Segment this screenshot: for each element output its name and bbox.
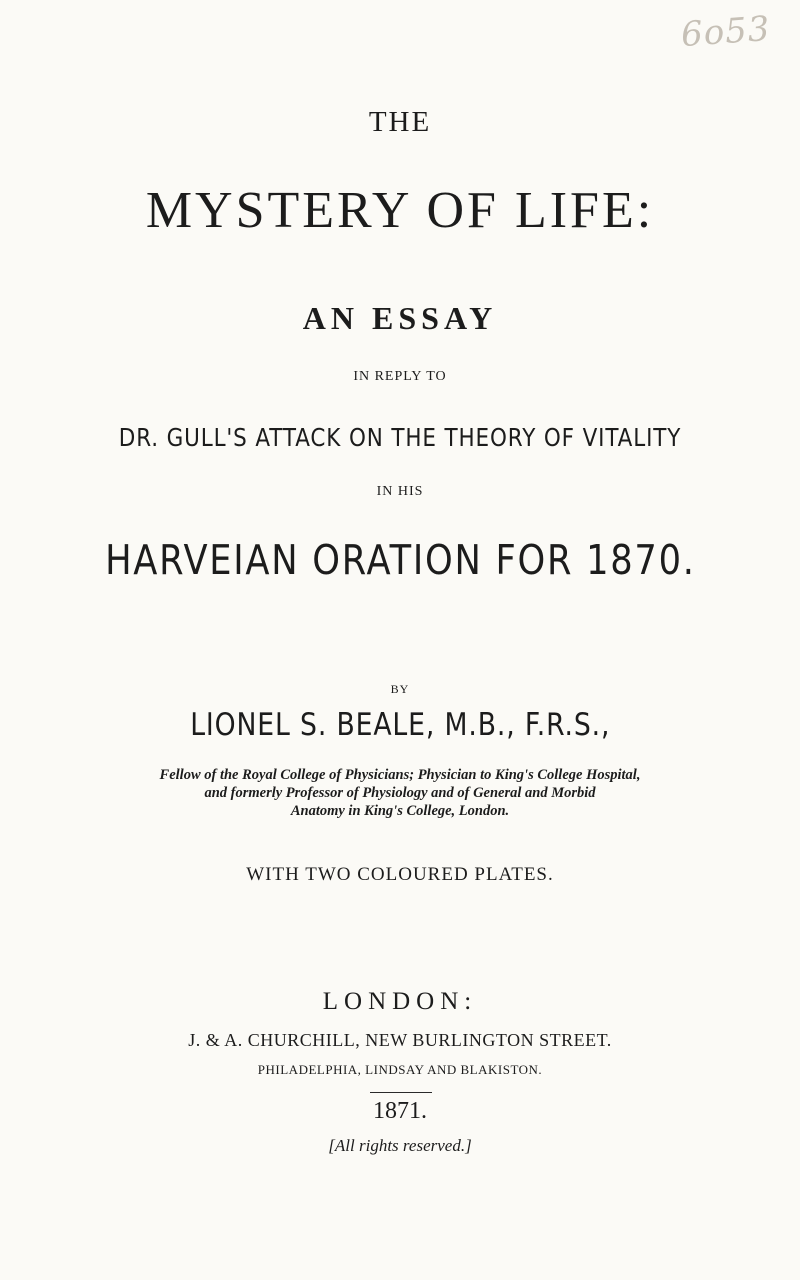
- in-his-line: IN HIS: [376, 484, 424, 499]
- imprint-city: LONDON:: [322, 988, 478, 1015]
- oration-title-text: HARVEIAN ORATION FOR 1870.: [104, 536, 696, 584]
- by-line: BY: [390, 682, 410, 696]
- attack-line-text: DR. GULL'S ATTACK ON THE THEORY OF VITALITY: [118, 423, 682, 452]
- plates-note: WITH TWO COLOURED PLATES.: [246, 864, 554, 885]
- attack-line: [0, 423, 800, 452]
- author-credentials-line: Fellow of the Royal College of Physicians; Physician to King's College Hospital,: [159, 767, 641, 783]
- publication-year: 1871.: [373, 1098, 427, 1124]
- author-credentials-line: Anatomy in King's College, London.: [290, 803, 510, 819]
- divider-rule: [370, 1092, 432, 1093]
- rights-notice: [All rights reserved.]: [328, 1136, 472, 1155]
- in-reply-line: IN REPLY TO: [353, 369, 447, 384]
- publisher-line: J. & A. CHURCHILL, NEW BURLINGTON STREET.: [188, 1030, 612, 1050]
- author-credentials-line: and formerly Professor of Physiology and of General and Morbid: [204, 785, 596, 801]
- oration-title: [0, 536, 800, 584]
- handwritten-shelfmark: 6o53: [679, 8, 772, 56]
- author-name: [0, 707, 800, 743]
- author-name-text: LIONEL S. BEALE, M.B., F.R.S.,: [189, 707, 611, 743]
- subtitle: AN ESSAY: [302, 300, 498, 336]
- main-title: MYSTERY OF LIFE:: [145, 182, 655, 239]
- co-publisher-line: PHILADELPHIA, LINDSAY AND BLAKISTON.: [257, 1062, 543, 1077]
- title-article: THE: [368, 106, 432, 138]
